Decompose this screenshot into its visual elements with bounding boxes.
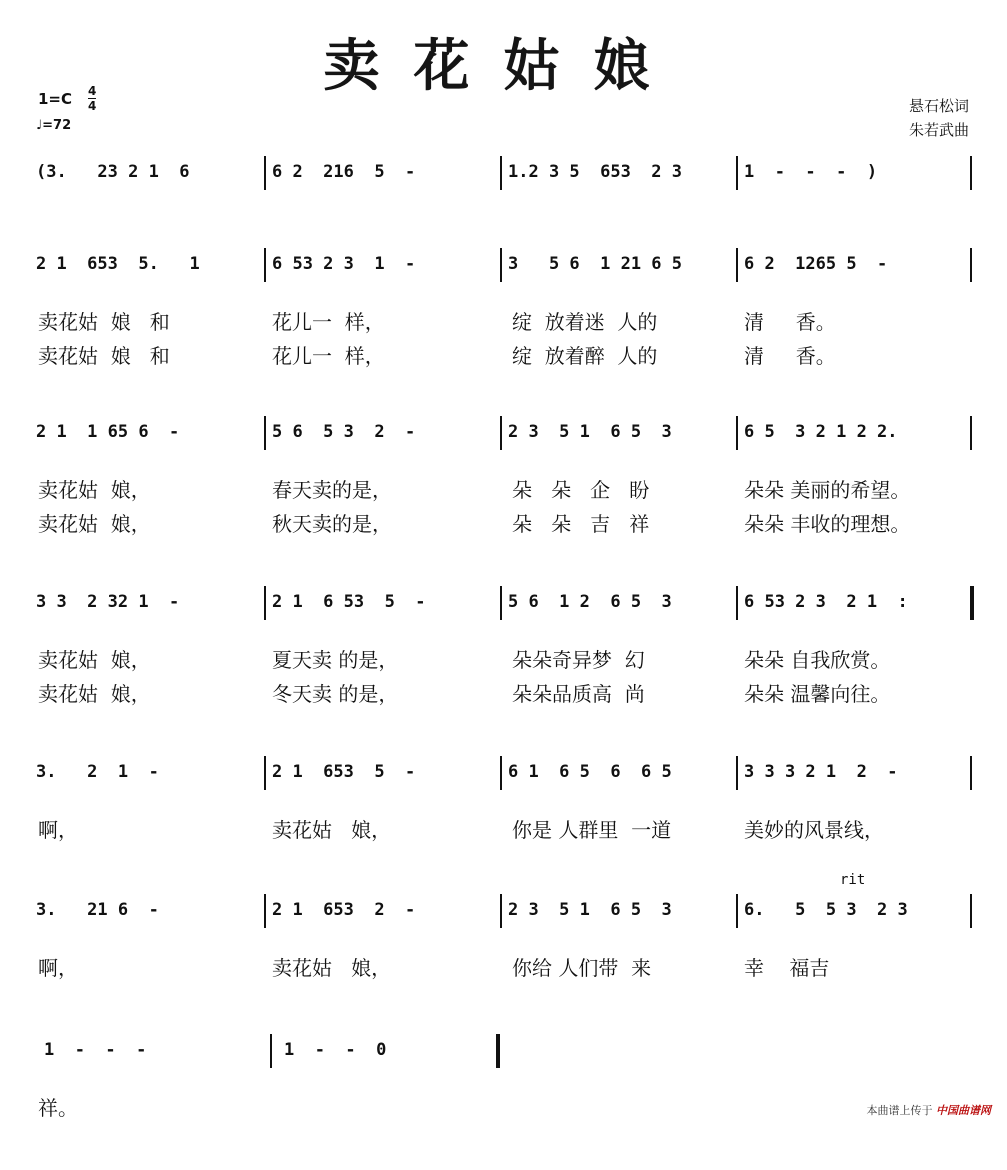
measure: 6 5 3 2 1 2 2. bbox=[744, 422, 898, 442]
measure: 2 3 5 1 6 5 3 bbox=[508, 900, 672, 920]
measure: 1 - - - ) bbox=[744, 162, 878, 182]
rit-marking: rit bbox=[840, 872, 866, 888]
tempo-marking: ♩=72 bbox=[36, 118, 72, 133]
footer-prefix: 本曲谱上传于 bbox=[866, 1104, 933, 1117]
lyricist: 悬石松词 bbox=[908, 97, 969, 115]
notation-line bbox=[0, 162, 1007, 190]
bar-line bbox=[264, 894, 266, 928]
bar-line bbox=[500, 756, 502, 790]
credits bbox=[909, 94, 969, 142]
lyric-segment: 卖花姑 娘， bbox=[272, 956, 392, 980]
measure: 2 1 653 5. 1 bbox=[36, 254, 200, 274]
bar-line bbox=[970, 416, 972, 450]
lyric-segment: 朵朵 温馨向往。 bbox=[744, 682, 891, 706]
score-system bbox=[0, 254, 1007, 384]
measure: 1 - - 0 bbox=[284, 1040, 387, 1060]
measure: 6. 5 5 3 2 3 bbox=[744, 900, 908, 920]
measure: 1.2 3 5 653 2 3 bbox=[508, 162, 682, 182]
measure: 5 6 1 2 6 5 3 bbox=[508, 592, 672, 612]
measure: 6 1 6 5 6 6 5 bbox=[508, 762, 672, 782]
bar-line bbox=[970, 586, 974, 620]
measure: 6 53 2 3 2 1 : bbox=[744, 592, 908, 612]
lyric-segment: 卖花姑 娘， bbox=[38, 512, 151, 536]
bar-line bbox=[970, 248, 972, 282]
bar-line bbox=[500, 586, 502, 620]
notation-line bbox=[0, 762, 1007, 790]
lyric-segment: 美妙的风景线， bbox=[744, 818, 884, 842]
measure: 6 53 2 3 1 - bbox=[272, 254, 416, 274]
bar-line bbox=[970, 156, 972, 190]
measure: 1 - - - bbox=[44, 1040, 147, 1060]
bar-line bbox=[970, 894, 972, 928]
measure: 2 3 5 1 6 5 3 bbox=[508, 422, 672, 442]
bar-line bbox=[736, 756, 738, 790]
bar-line bbox=[500, 248, 502, 282]
key-signature: 1=C bbox=[38, 90, 73, 108]
bar-line bbox=[270, 1034, 272, 1068]
lyric-segment: 卖花姑 娘 和 bbox=[38, 344, 170, 368]
bar-line bbox=[736, 248, 738, 282]
lyric-segment: 卖花姑 娘， bbox=[38, 682, 151, 706]
lyric-segment: 啊， bbox=[38, 956, 78, 980]
lyric-segment: 绽 放着醉 人的 bbox=[512, 344, 658, 368]
lyric-segment: 花儿一 样， bbox=[272, 310, 385, 334]
footer-site: 中国曲谱网 bbox=[936, 1104, 991, 1117]
lyric-segment: 朵朵品质高 尚 bbox=[512, 682, 645, 706]
measure: 3. 21 6 - bbox=[36, 900, 159, 920]
bar-line bbox=[500, 156, 502, 190]
notation-line bbox=[0, 422, 1007, 450]
measure: 3 3 2 32 1 - bbox=[36, 592, 180, 612]
measure: 2 1 6 53 5 - bbox=[272, 592, 426, 612]
lyric-segment: 朵 朵 吉 祥 bbox=[512, 512, 650, 536]
bar-line bbox=[496, 1034, 500, 1068]
measure: 3 3 3 2 1 2 - bbox=[744, 762, 898, 782]
lyric-segment: 啊， bbox=[38, 818, 78, 842]
lyric-segment: 卖花姑 娘， bbox=[38, 478, 151, 502]
lyric-segment: 花儿一 样， bbox=[272, 344, 385, 368]
bar-line bbox=[264, 248, 266, 282]
notation-line bbox=[0, 254, 1007, 282]
lyric-segment: 卖花姑 娘 和 bbox=[38, 310, 170, 334]
lyric-segment: 秋天卖的是， bbox=[272, 512, 392, 536]
score-system bbox=[0, 592, 1007, 722]
lyric-segment: 春天卖的是， bbox=[272, 478, 392, 502]
measure: 2 1 653 2 - bbox=[272, 900, 416, 920]
time-signature bbox=[88, 84, 96, 113]
lyric-segment: 卖花姑 娘， bbox=[272, 818, 392, 842]
lyric-segment: 幸 福吉 bbox=[744, 956, 830, 980]
lyric-segment: 夏天卖 的是， bbox=[272, 648, 399, 672]
lyric-segment: 朵朵 自我欣赏。 bbox=[744, 648, 891, 672]
bar-line bbox=[264, 156, 266, 190]
lyric-segment: 卖花姑 娘， bbox=[38, 648, 151, 672]
time-sig-top: 4 bbox=[88, 84, 97, 98]
bar-line bbox=[264, 756, 266, 790]
bar-line bbox=[500, 416, 502, 450]
bar-line bbox=[736, 156, 738, 190]
lyric-segment: 清 香。 bbox=[744, 310, 836, 334]
measure: 2 1 653 5 - bbox=[272, 762, 416, 782]
measure: 3. 2 1 - bbox=[36, 762, 159, 782]
score-system bbox=[0, 900, 1007, 1030]
lyric-segment: 你给 人们带 来 bbox=[512, 956, 652, 980]
lyric-segment: 你是 人群里 一道 bbox=[512, 818, 672, 842]
score-system bbox=[0, 422, 1007, 552]
composer: 朱若武曲 bbox=[908, 121, 969, 139]
bar-line bbox=[264, 416, 266, 450]
notation-line bbox=[0, 1040, 1007, 1068]
song-title: 卖花姑娘 bbox=[323, 33, 684, 99]
bar-line bbox=[264, 586, 266, 620]
measure: (3. 23 2 1 6 bbox=[36, 162, 190, 182]
bar-line bbox=[736, 894, 738, 928]
score-system bbox=[0, 1040, 1007, 1170]
measure: 2 1 1 65 6 - bbox=[36, 422, 180, 442]
bar-line bbox=[970, 756, 972, 790]
notation-line bbox=[0, 592, 1007, 620]
footer bbox=[867, 1102, 992, 1118]
bar-line bbox=[736, 586, 738, 620]
measure: 6 2 1265 5 - bbox=[744, 254, 888, 274]
measure: 6 2 216 5 - bbox=[272, 162, 416, 182]
lyric-segment: 祥。 bbox=[38, 1096, 78, 1120]
lyric-segment: 冬天卖 的是， bbox=[272, 682, 399, 706]
lyric-segment: 朵朵奇异梦 幻 bbox=[512, 648, 645, 672]
lyric-segment: 朵朵 美丽的希望。 bbox=[744, 478, 911, 502]
lyric-segment: 绽 放着迷 人的 bbox=[512, 310, 658, 334]
bar-line bbox=[736, 416, 738, 450]
time-sig-bottom: 4 bbox=[88, 99, 97, 113]
lyric-segment: 清 香。 bbox=[744, 344, 836, 368]
measure: 5 6 5 3 2 - bbox=[272, 422, 416, 442]
notation-line bbox=[0, 900, 1007, 928]
measure: 3 5 6 1 21 6 5 bbox=[508, 254, 682, 274]
bar-line bbox=[500, 894, 502, 928]
lyric-segment: 朵朵 丰收的理想。 bbox=[744, 512, 911, 536]
lyric-segment: 朵 朵 企 盼 bbox=[512, 478, 650, 502]
